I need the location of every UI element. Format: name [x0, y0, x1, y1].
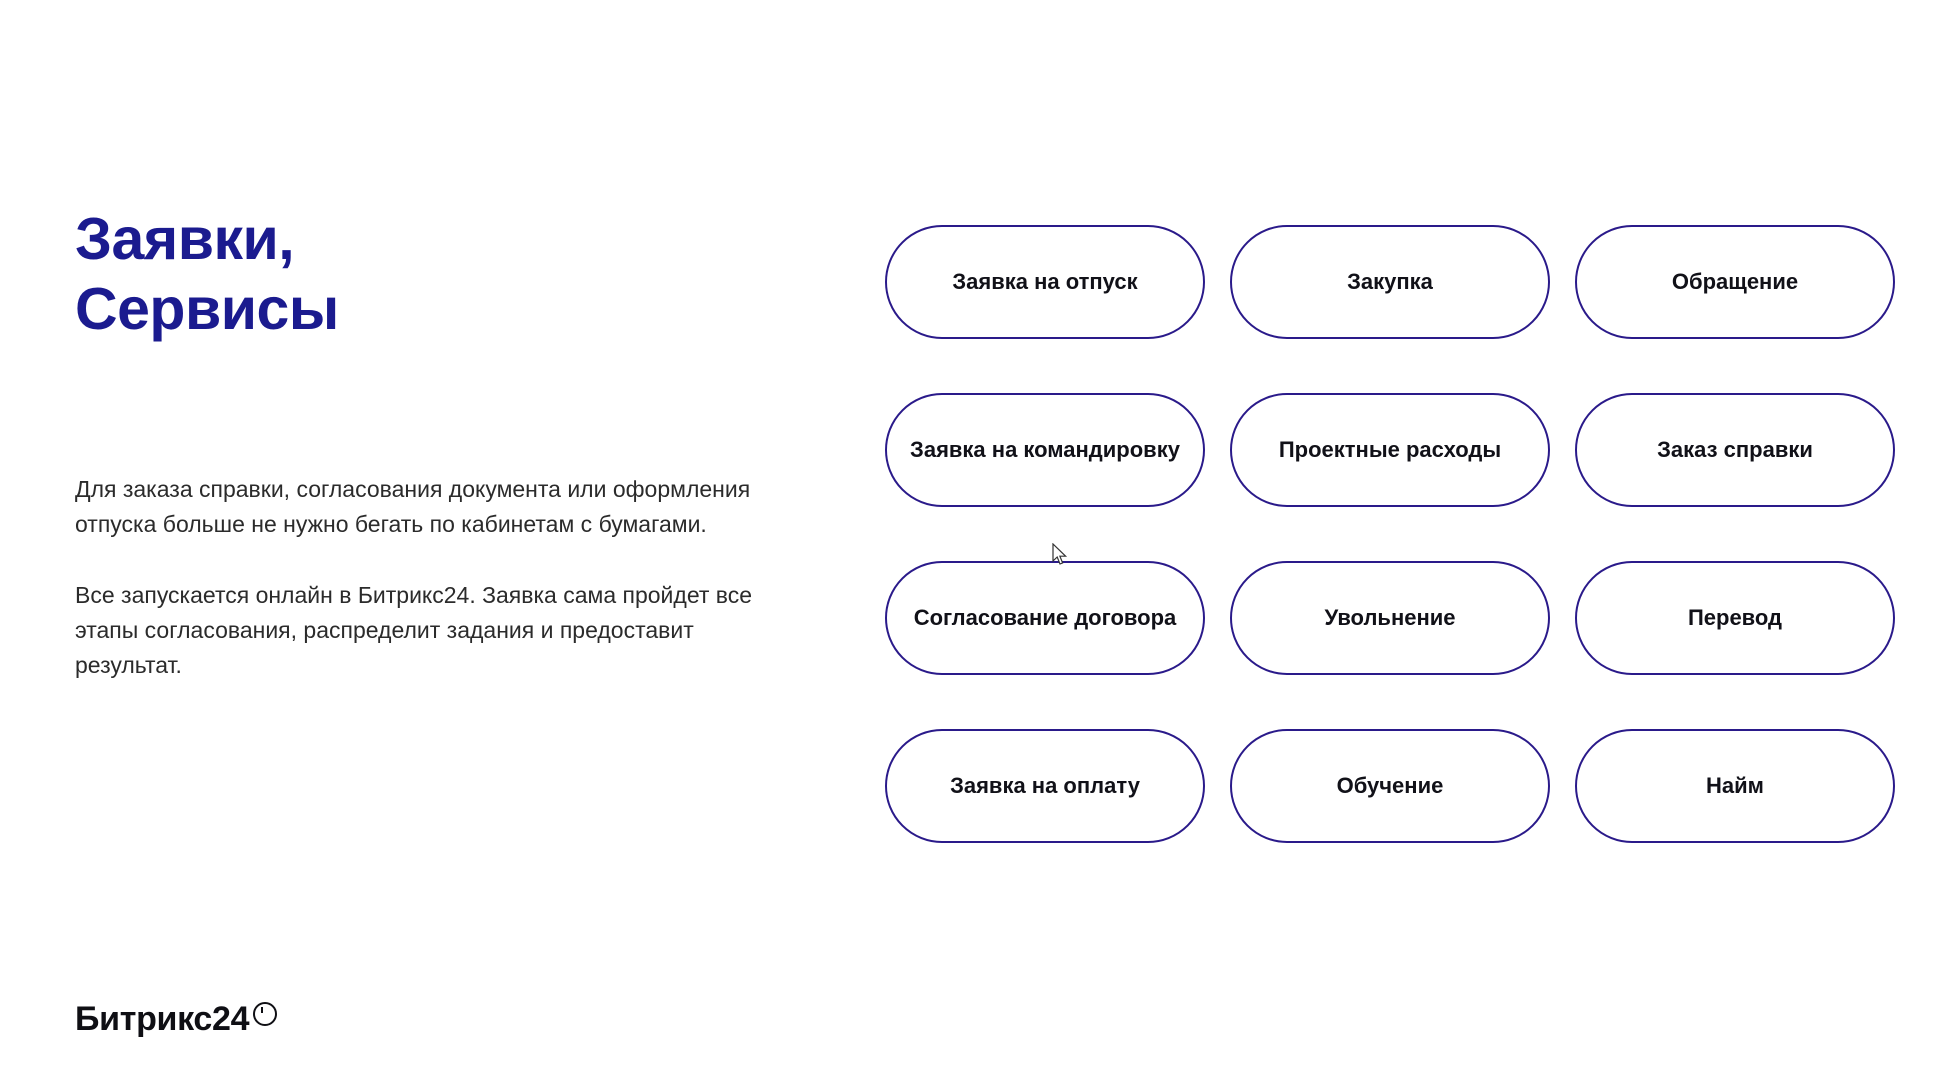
pill-zakaz-spravki[interactable]: Заказ справки	[1575, 393, 1895, 507]
page-title-line-2: Сервисы	[75, 275, 339, 342]
pill-soglasovanie-dogovora[interactable]: Согласование договора	[885, 561, 1205, 675]
body-paragraph-1: Для заказа справки, согласования документа или оформления отпуска больше не нужно бегать по кабинетам с бумагами.	[75, 476, 751, 538]
pill-zakupka[interactable]: Закупка	[1230, 225, 1550, 339]
page-title-line-1: Заявки,	[75, 206, 295, 272]
pill-obrashchenie[interactable]: Обращение	[1575, 225, 1895, 339]
left-column	[75, 205, 775, 683]
pill-uvolnenie[interactable]: Увольнение	[1230, 561, 1550, 675]
pill-zayavka-na-otpusk[interactable]: Заявка на отпуск	[885, 225, 1205, 339]
pill-obuchenie[interactable]: Обучение	[1230, 729, 1550, 843]
pill-perevod[interactable]: Перевод	[1575, 561, 1895, 675]
clock-icon	[253, 1002, 277, 1026]
pill-zayavka-na-oplatu[interactable]: Заявка на оплату	[885, 729, 1205, 843]
service-pill-grid	[885, 225, 1895, 843]
pill-proektnye-raskhody[interactable]: Проектные расходы	[1230, 393, 1550, 507]
logo-text: Битрикс24	[75, 1000, 250, 1038]
bitrix24-logo	[75, 1000, 277, 1039]
body-copy	[75, 472, 775, 683]
pill-zayavka-na-komandirovku[interactable]: Заявка на командировку	[885, 393, 1205, 507]
page-title	[75, 205, 775, 344]
body-paragraph-2: Все запускается онлайн в Битрикс24. Заявка сама пройдет все этапы согласования, распределит задания и предоставит результат.	[75, 582, 753, 679]
pill-naym[interactable]: Найм	[1575, 729, 1895, 843]
